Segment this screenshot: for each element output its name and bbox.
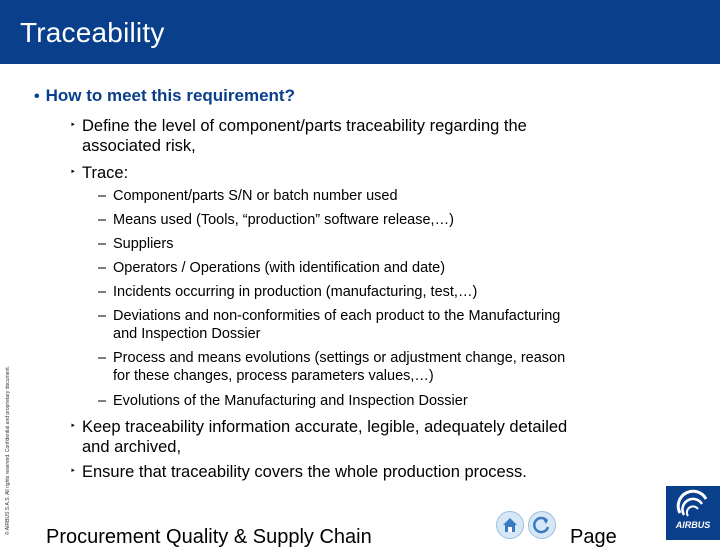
sub-list-item-line: and Inspection Dossier	[113, 326, 261, 342]
list-item-line: associated risk,	[82, 137, 196, 155]
list-item	[72, 417, 567, 457]
header-bar	[0, 0, 720, 64]
sub-list-item	[98, 392, 468, 410]
list-item	[72, 163, 128, 183]
copyright-note: © AIRBUS S.A.S. All rights reserved. Confidential and proprietary document.	[5, 365, 11, 535]
list-item	[72, 462, 527, 482]
sub-list-item	[98, 187, 398, 205]
sub-list-item-line: Incidents occurring in production (manufacturing, test,…)	[113, 284, 478, 300]
list-item-line: Ensure that traceability covers the whole production process.	[82, 463, 527, 481]
dash-bullet: –	[98, 236, 107, 252]
sub-list-item-line: Deviations and non-conformities of each product to the Manufacturing	[113, 308, 561, 324]
dash-bullet: –	[98, 393, 107, 409]
sub-list-item	[98, 283, 477, 301]
triangle-bullet-icon: ‣	[70, 421, 76, 432]
dash-bullet: –	[98, 260, 107, 276]
sub-list-item	[98, 211, 454, 229]
sub-list-item	[98, 349, 565, 385]
list-item-line: Trace:	[82, 164, 129, 182]
main-question	[34, 86, 295, 106]
sub-list-item	[98, 259, 445, 277]
sub-list-item-line: Process and means evolutions (settings or adjustment change, reason	[113, 350, 566, 366]
footer-page-label: Page	[570, 526, 617, 548]
sub-list-item-line: Means used (Tools, “production” software release,…)	[113, 212, 454, 228]
dash-bullet: –	[98, 284, 107, 300]
list-item-line: Define the level of component/parts traceability regarding the	[82, 117, 527, 135]
dash-bullet: –	[98, 308, 107, 324]
sub-list-item-line: Component/parts S/N or batch number used	[113, 188, 398, 204]
back-icon	[529, 512, 555, 538]
sub-list-item	[98, 307, 560, 343]
triangle-bullet-icon: ‣	[70, 167, 76, 178]
dash-bullet: –	[98, 188, 107, 204]
logo-text: AIRBUS	[675, 520, 711, 530]
bullet-icon: •	[34, 88, 40, 105]
list-item	[72, 116, 527, 156]
footer-title: Procurement Quality & Supply Chain	[46, 526, 372, 548]
back-button[interactable]	[528, 511, 556, 539]
airbus-logo	[666, 486, 720, 540]
sub-list-item-line: for these changes, process parameters values,…)	[113, 368, 434, 384]
sub-list-item-line: Operators / Operations (with identification and date)	[113, 260, 446, 276]
airbus-logo-mark	[666, 486, 720, 520]
sub-list-item-line: Evolutions of the Manufacturing and Inspection Dossier	[113, 393, 468, 409]
list-item-line: and archived,	[82, 438, 182, 456]
home-button[interactable]	[496, 511, 524, 539]
page-title: Traceability	[20, 17, 165, 48]
dash-bullet: –	[98, 212, 107, 228]
triangle-bullet-icon: ‣	[70, 120, 76, 131]
sub-list-item	[98, 235, 173, 253]
triangle-bullet-icon: ‣	[70, 466, 76, 477]
main-question-text: How to meet this requirement?	[45, 86, 295, 105]
list-item-line: Keep traceability information accurate, legible, adequately detailed	[82, 418, 568, 436]
dash-bullet: –	[98, 350, 107, 366]
sub-list-item-line: Suppliers	[113, 236, 174, 252]
home-icon	[497, 512, 523, 538]
